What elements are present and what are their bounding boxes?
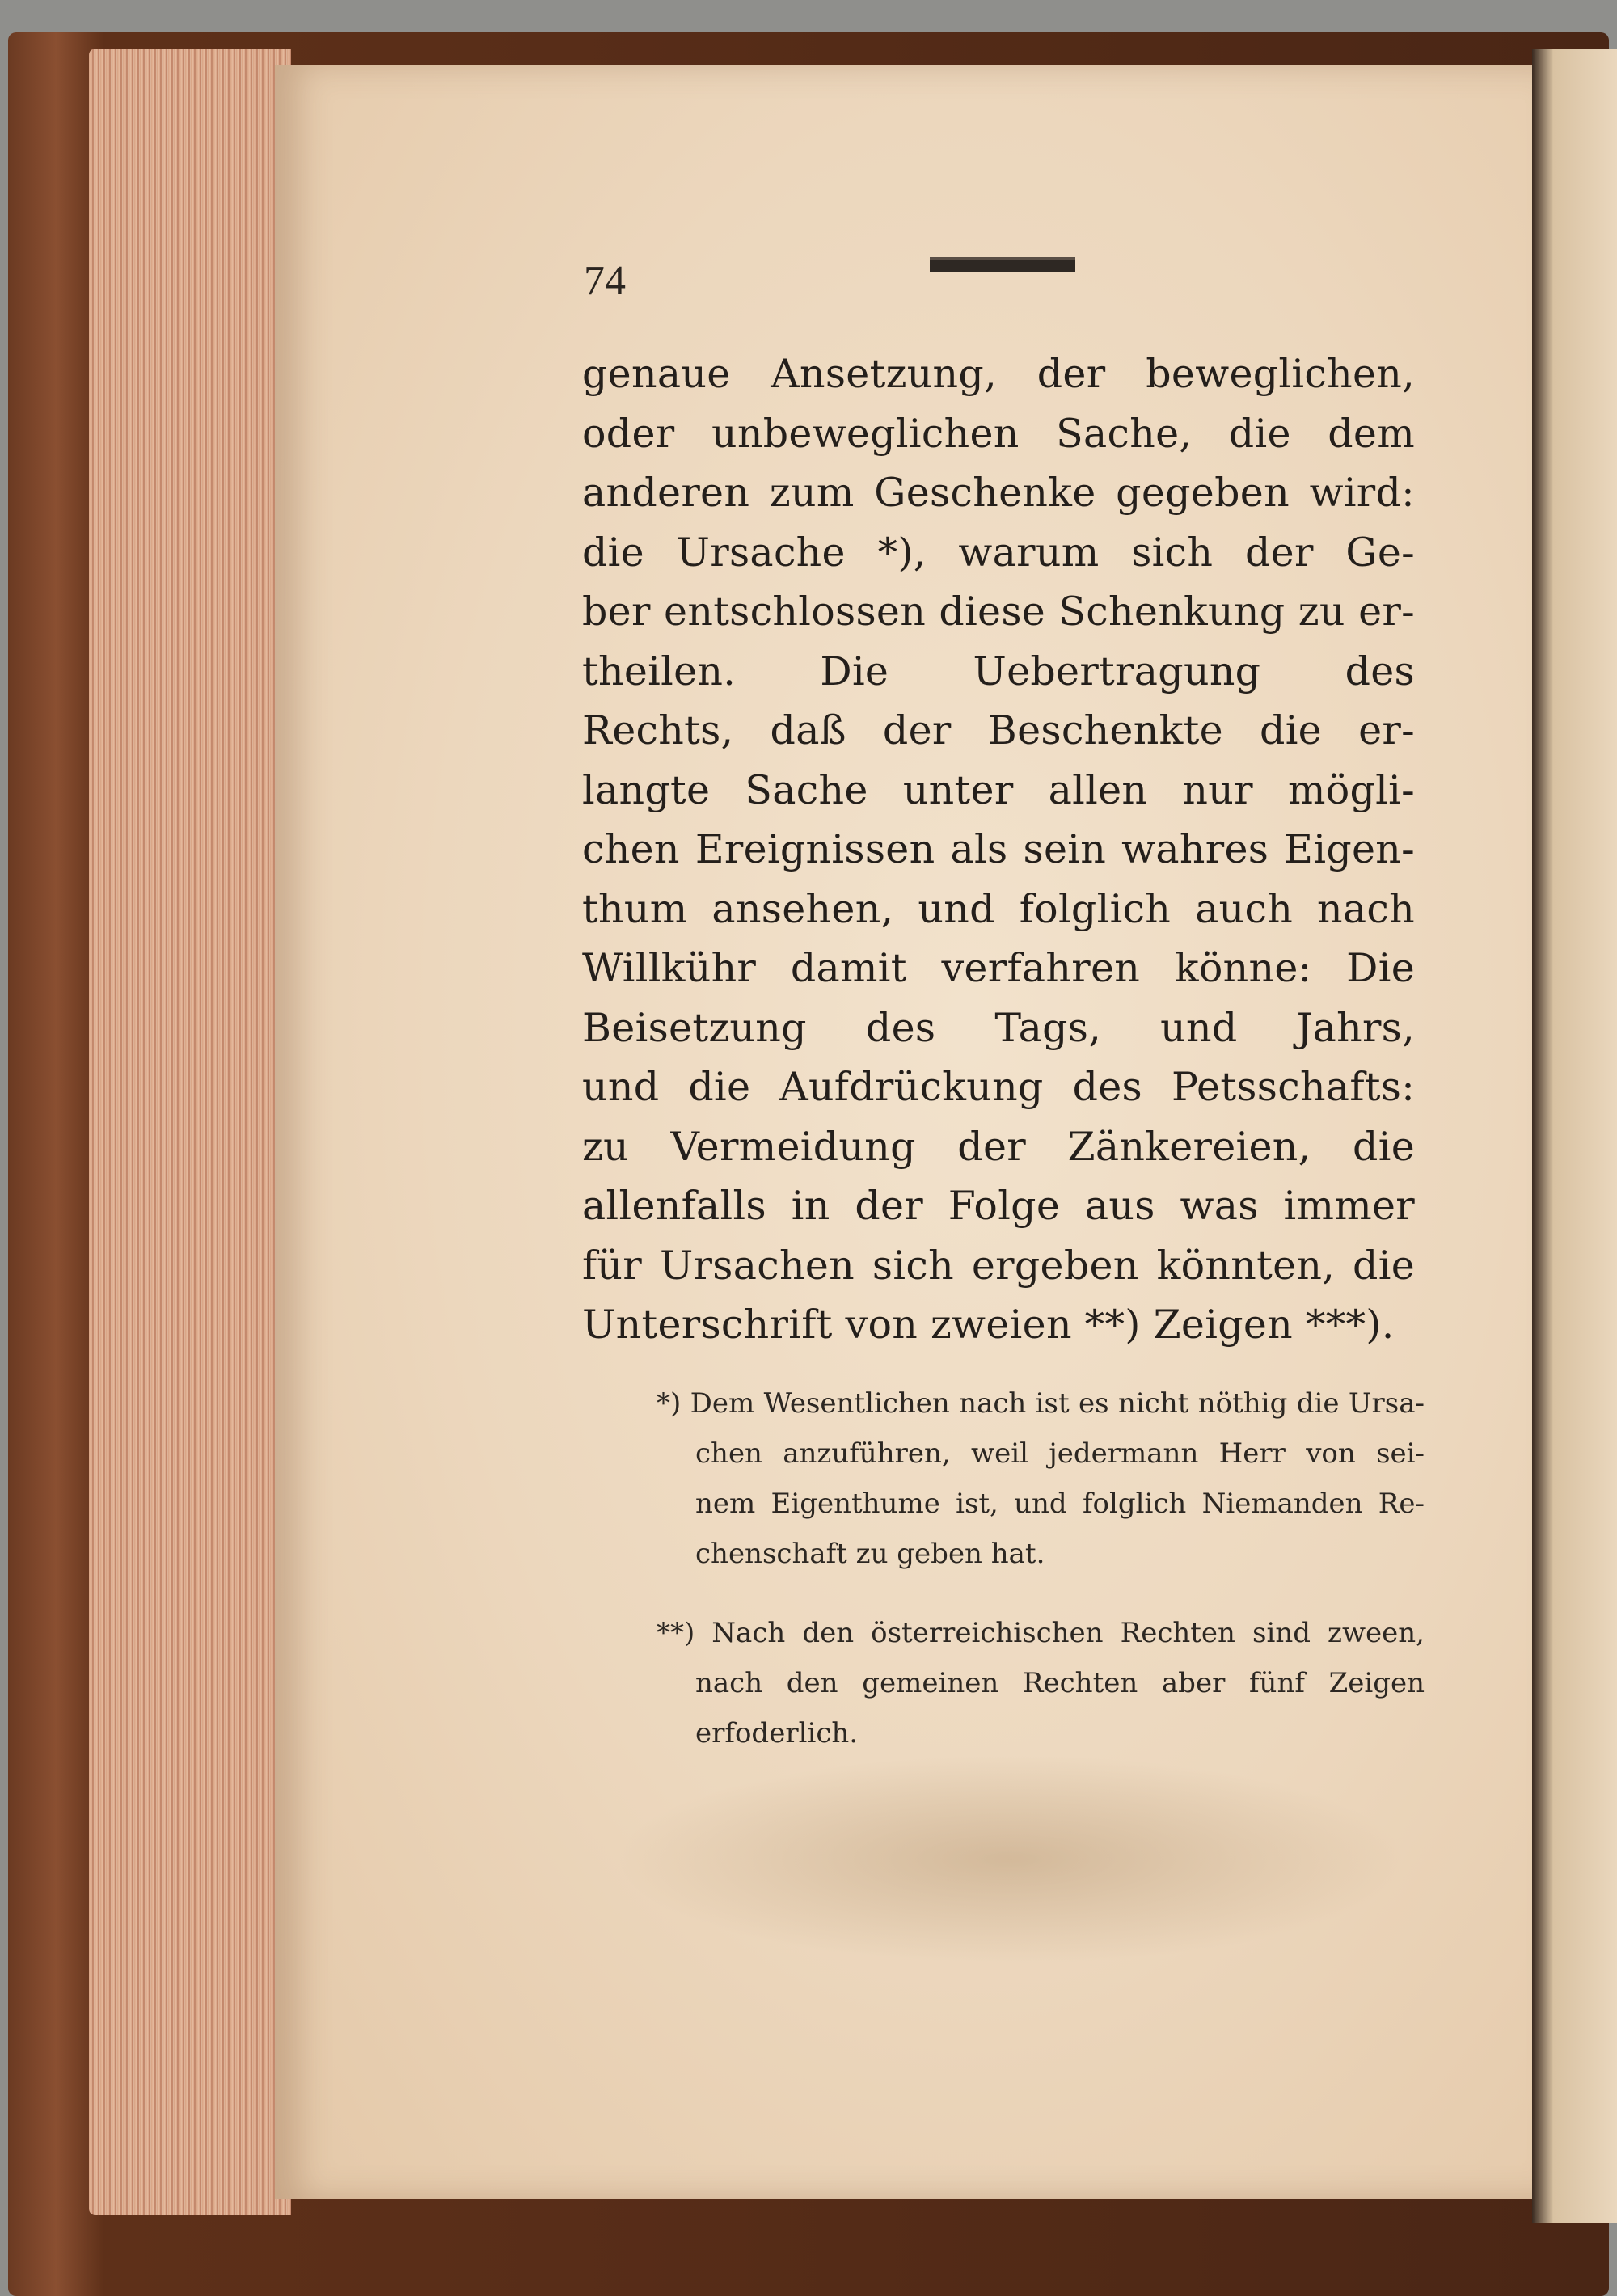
text-line: langte Sache unter allen nur mögli- — [582, 766, 1415, 813]
text-line: für Ursachen sich ergeben könnten, die — [582, 1242, 1415, 1289]
text-line: ber entschlossen diese Schenkung zu er- — [582, 589, 1415, 635]
footnote-1 — [657, 1378, 1425, 1579]
text-line: chen Ereignissen als sein wahres Eigen- — [582, 826, 1415, 872]
text-line: Willkühr damit verfahren könne: Die — [582, 945, 1415, 991]
text-line: genaue Ansetzung, der beweglichen, — [582, 351, 1415, 397]
footnote-line: chenschaft zu geben hat. — [695, 1538, 1045, 1570]
text-line: oder unbeweglichen Sache, die dem — [582, 410, 1415, 457]
text-line: die Ursache *), warum sich der Ge- — [582, 529, 1415, 576]
header-rule — [930, 257, 1075, 272]
page-number: 74 — [584, 258, 626, 304]
text-line: thum ansehen, und folglich auch nach — [582, 885, 1415, 932]
footnotes — [657, 1378, 1425, 1787]
footnote-line: chen anzuführen, weil jedermann Herr von sei- — [695, 1437, 1425, 1470]
footnote-line: nach den gemeinen Rechten aber fünf Zeigen — [695, 1667, 1425, 1699]
text-line: und die Aufdrückung des Petsschafts: — [582, 1064, 1415, 1110]
text-line: Rechts, daß der Beschenkte die er- — [582, 707, 1415, 753]
text-line: Beisetzung des Tags, und Jahrs, — [582, 1004, 1415, 1051]
text-line: theilen. Die Uebertragung des — [582, 648, 1415, 694]
page-edges — [89, 49, 291, 2215]
text-line: Unterschrift von zweien **) Zeigen ***). — [582, 1302, 1395, 1348]
text-line: zu Vermeidung der Zänkereien, die — [582, 1123, 1415, 1170]
footnote-line: erfoderlich. — [695, 1717, 859, 1749]
footnote-line: nem Eigenthume ist, und folglich Niemanden Re- — [695, 1488, 1425, 1520]
facing-page-edge — [1532, 49, 1617, 2223]
text-line: allenfalls in der Folge aus was immer — [582, 1183, 1415, 1229]
footnote-2 — [657, 1608, 1425, 1758]
footnote-line: *) Dem Wesentlichen nach ist es nicht nöthig die Ursa- — [657, 1387, 1425, 1420]
text-line: anderen zum Geschenke gegeben wird: — [582, 470, 1415, 516]
footnote-line: **) Nach den österreichischen Rechten sind zween, — [657, 1617, 1425, 1649]
main-text-block — [582, 344, 1415, 1355]
